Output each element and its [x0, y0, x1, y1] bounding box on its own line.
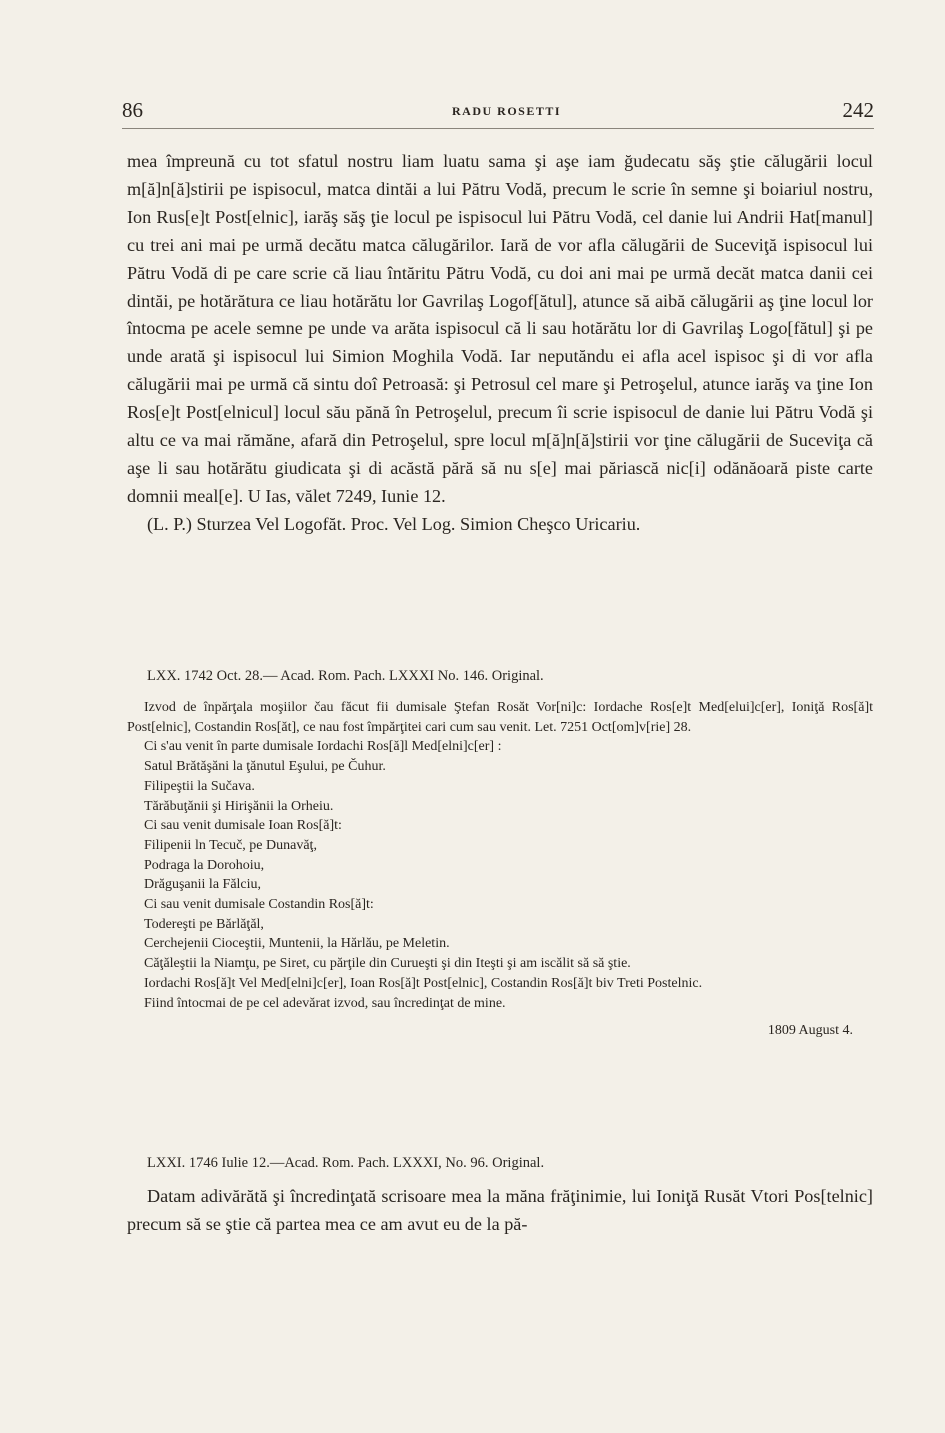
main-text-block	[127, 148, 873, 539]
document-lxxi-text: Datam adivărătă şi încredinţată scrisoare mea la măna frăţinimie, lui Ioniţă Rusăt Vtori Pos[telnic] precum să se ştie că partea mea ce am avut eu de la pă-	[127, 1186, 873, 1234]
list-item: Ci sau venit dumisale Costandin Ros[ă]t:	[144, 897, 374, 913]
document-lxx-body	[127, 698, 873, 1041]
document-lxxi-body	[127, 1182, 873, 1238]
main-paragraph: mea împreună cu tot sfatul nostru liam luatu sama şi aşe iam ğudecatu săş ştie călugării locul m[ă]n[ă]stirii pe ispisocul, matca dintăi a lui Pătru Vodă, precum le scrie în semne şi boiariul nostru, Ion Rus[e]t Post[elnic], iarăş săş ţie locul pe ispisocul lui Pătru Vodă, cel danie lui Andrii Hat[manul] cu trei ani mai pe urmă decătu matca călugărilor. Iară de vor afla călugării de Suceviţă ispisocul lui Pătru Vodă di pe care scrie că liau întăritu Pătru Vodă, cu doi ani mai pe urmă decăt matca danii cei dintăi, pe hotărătura ce liau hotărătu lor Gavrilaş Logof[ătul], atunce să aibă călugării aş ţine locul lor întocma pe acele semne pe unde va arăta ispisocul că li sau hotărătu lor di Gavrilaş Logo[fătul] şi pe unde arată şi ispisocul lui Simion Moghila Vodă. Iar neputăndu ei afla acel ispisoc şi di vor afla călugării mai pe urmă că sintu doî Petroasă: şi Petrosul cel mare şi Petroşelul, atunce iarăş va ţine Ion Ros[e]t Post[elnicul] locul său pănă în Petroşelul, precum îi scrie ispisocul de danie lui Pătru Vodă şi altu ce va mai rămăne, afară din Petroşelul, spre locul m[ă]n[ă]stirii vor ţine călugării de Suceviţa că aşe li sau hotărătu giudicata şi di acăstă pără să nu s[e] mai păriască nic[i] odănăoară piste carte domnii meal[e]. U Ias, vălet 7249, Iunie 12.	[127, 151, 873, 506]
list-item: Filipenii ln Tecuč, pe Dunavăţ,	[144, 837, 317, 853]
list-item: Filipeştii la Sučava.	[144, 778, 255, 794]
signature-line: (L. P.) Sturzea Vel Logofăt. Proc. Vel Log. Simion Cheşco Uricariu.	[147, 513, 641, 534]
document-heading-lxx: LXX. 1742 Oct. 28.— Acad. Rom. Pach. LXXXI No. 146. Original.	[147, 668, 544, 684]
document-heading-lxxi: LXXI. 1746 Iulie 12.—Acad. Rom. Pach. LXXXI, No. 96. Original.	[147, 1155, 545, 1171]
list-item: Podraga la Dorohoiu,	[144, 857, 265, 873]
list-item: Cerchejenii Cioceştii, Muntenii, la Hărlău, pe Meletin.	[144, 936, 450, 952]
list-item: Drăguşanii la Fălciu,	[144, 877, 262, 893]
running-title: RADU ROSETTI	[452, 104, 562, 118]
list-item: Ci sau venit dumisale Ioan Ros[ă]t:	[144, 818, 342, 834]
list-item: Satul Brătăşăni la ţănutul Eşului, pe Čuhur.	[144, 759, 386, 775]
list-item: Tărăbuţănii şi Hirişănii la Orheiu.	[144, 798, 334, 814]
page-number-left: 86	[122, 98, 143, 122]
list-item: Ci s'au venit în parte dumisale Iordachi Ros[ă]l Med[elni]c[er] :	[144, 739, 502, 755]
signatories-line: Iordachi Ros[ă]t Vel Med[elni]c[er], Ioan Ros[ă]t Post[elnic], Costandin Ros[ă]t biv Treti Postelnic.	[144, 975, 703, 991]
certification-line: Fiind întocmai de pe cel adevărat izvod, sau încredinţat de mine.	[144, 995, 506, 1011]
page-number-right: 242	[842, 98, 874, 122]
list-item: Todereşti pe Bărlăţăl,	[144, 916, 264, 932]
list-item: Căţăleştii la Niamţu, pe Siret, cu părţile din Curueşti şi din Iteşti şi am iscălit să să ştie.	[144, 956, 631, 972]
document-lxx-intro: Izvod de înpărţala moşiilor čau făcut fii dumisale Ştefan Rosăt Vor[ni]c: Iordache Ros[e]t Med[elui]c[er], Ioniţă Ros[ă]t Post[elnic], Costandin Ros[ăt], ce nau fost împărţitei cari cum sau venit. Let. 7251 Oct[om]v[rie] 28.	[127, 700, 873, 735]
running-header	[122, 98, 874, 129]
certification-date: 1809 August 4.	[767, 1023, 853, 1039]
